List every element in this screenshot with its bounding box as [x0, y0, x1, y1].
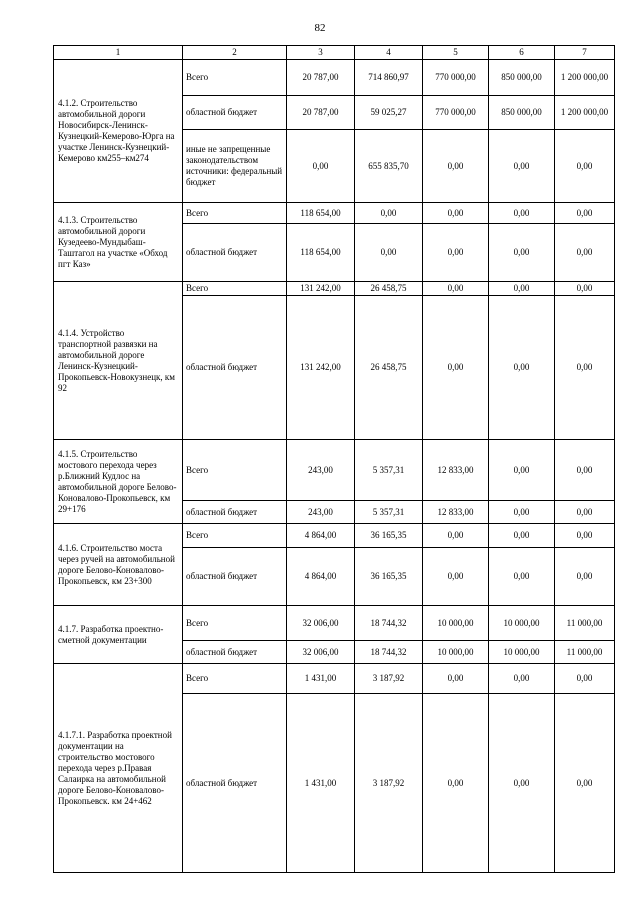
page-number: 82 — [314, 22, 326, 34]
table-row — [54, 440, 615, 501]
amount-cell: 0,00 — [555, 224, 615, 282]
column-header: 3 — [287, 46, 355, 60]
amount-cell: 0,00 — [555, 296, 615, 440]
funding-source: областной бюджет — [183, 694, 287, 873]
table-row — [54, 282, 615, 296]
amount-cell: 0,00 — [423, 296, 489, 440]
amount-cell: 1 431,00 — [287, 694, 355, 873]
amount-cell: 0,00 — [489, 440, 555, 501]
amount-cell: 0,00 — [489, 130, 555, 203]
column-header: 7 — [555, 46, 615, 60]
amount-cell: 1 431,00 — [287, 664, 355, 694]
amount-cell: 0,00 — [489, 224, 555, 282]
amount-cell: 0,00 — [423, 224, 489, 282]
amount-cell: 0,00 — [555, 203, 615, 224]
amount-cell: 0,00 — [555, 548, 615, 606]
amount-cell: 26 458,75 — [355, 296, 423, 440]
measure-name: 4.1.4. Устройство транспортной развязки на автомобильной дороге Ленинск-Кузнецкий-Прокопьевск-Новокузнецк, км 92 — [54, 282, 183, 440]
amount-cell: 0,00 — [489, 548, 555, 606]
budget-table — [53, 45, 615, 873]
amount-cell: 118 654,00 — [287, 203, 355, 224]
table-row — [54, 60, 615, 96]
amount-cell: 0,00 — [489, 664, 555, 694]
amount-cell: 0,00 — [555, 282, 615, 296]
amount-cell: 0,00 — [555, 694, 615, 873]
amount-cell: 131 242,00 — [287, 296, 355, 440]
amount-cell: 0,00 — [423, 694, 489, 873]
amount-cell: 714 860,97 — [355, 60, 423, 96]
amount-cell: 10 000,00 — [489, 641, 555, 664]
column-header: 6 — [489, 46, 555, 60]
amount-cell: 131 242,00 — [287, 282, 355, 296]
funding-source: Всего — [183, 664, 287, 694]
amount-cell: 0,00 — [423, 524, 489, 548]
column-header: 1 — [54, 46, 183, 60]
amount-cell: 12 833,00 — [423, 440, 489, 501]
amount-cell: 243,00 — [287, 501, 355, 524]
amount-cell: 26 458,75 — [355, 282, 423, 296]
funding-source: Всего — [183, 440, 287, 501]
amount-cell: 0,00 — [555, 664, 615, 694]
table-row — [54, 203, 615, 224]
amount-cell: 20 787,00 — [287, 60, 355, 96]
measure-name: 4.1.7. Разработка проектно-сметной документации — [54, 606, 183, 664]
amount-cell: 5 357,31 — [355, 501, 423, 524]
measure-name: 4.1.7.1. Разработка проектной документации на строительство мостового перехода через р.Правая Салаирка на автомобильной дороге Белово-Коновалово-Прокопьевск. км 24+462 — [54, 664, 183, 873]
amount-cell: 5 357,31 — [355, 440, 423, 501]
measure-name: 4.1.5. Строительство мостового перехода через р.Ближний Кудлос на автомобильной дороге Белово-Коновалово-Прокопьевск, км 29+176 — [54, 440, 183, 524]
amount-cell: 1 200 000,00 — [555, 96, 615, 130]
amount-cell: 243,00 — [287, 440, 355, 501]
funding-source: областной бюджет — [183, 296, 287, 440]
amount-cell: 4 864,00 — [287, 524, 355, 548]
amount-cell: 4 864,00 — [287, 548, 355, 606]
amount-cell: 32 006,00 — [287, 606, 355, 641]
column-header: 5 — [423, 46, 489, 60]
funding-source: Всего — [183, 60, 287, 96]
funding-source: иные не запрещенные законодательством источники: федеральный бюджет — [183, 130, 287, 203]
amount-cell: 850 000,00 — [489, 60, 555, 96]
amount-cell: 770 000,00 — [423, 96, 489, 130]
amount-cell: 1 200 000,00 — [555, 60, 615, 96]
column-header: 4 — [355, 46, 423, 60]
funding-source: Всего — [183, 203, 287, 224]
amount-cell: 655 835,70 — [355, 130, 423, 203]
funding-source: Всего — [183, 524, 287, 548]
table-row — [54, 606, 615, 641]
amount-cell: 0,00 — [489, 203, 555, 224]
funding-source: областной бюджет — [183, 548, 287, 606]
amount-cell: 0,00 — [355, 224, 423, 282]
amount-cell: 0,00 — [489, 694, 555, 873]
amount-cell: 18 744,32 — [355, 641, 423, 664]
funding-source: областной бюджет — [183, 501, 287, 524]
amount-cell: 0,00 — [423, 203, 489, 224]
amount-cell: 59 025,27 — [355, 96, 423, 130]
measure-name: 4.1.3. Строительство автомобильной дороги Кузедеево-Мундыбаш-Таштагол на участке «Обход пгт Каз» — [54, 203, 183, 282]
amount-cell: 10 000,00 — [423, 641, 489, 664]
amount-cell: 3 187,92 — [355, 694, 423, 873]
amount-cell: 0,00 — [423, 664, 489, 694]
measure-name: 4.1.2. Строительство автомобильной дороги Новосибирск-Ленинск-Кузнецкий-Кемерово-Юрга на участке Ленинск-Кузнецкий-Кемерово км255–км274 — [54, 60, 183, 203]
amount-cell: 0,00 — [489, 282, 555, 296]
amount-cell: 0,00 — [355, 203, 423, 224]
column-header: 2 — [183, 46, 287, 60]
amount-cell: 0,00 — [423, 282, 489, 296]
amount-cell: 0,00 — [555, 440, 615, 501]
amount-cell: 36 165,35 — [355, 524, 423, 548]
amount-cell: 11 000,00 — [555, 641, 615, 664]
amount-cell: 0,00 — [489, 501, 555, 524]
funding-source: областной бюджет — [183, 641, 287, 664]
amount-cell: 10 000,00 — [423, 606, 489, 641]
funding-source: Всего — [183, 606, 287, 641]
amount-cell: 10 000,00 — [489, 606, 555, 641]
amount-cell: 20 787,00 — [287, 96, 355, 130]
amount-cell: 0,00 — [489, 524, 555, 548]
amount-cell: 0,00 — [423, 130, 489, 203]
table-row — [54, 664, 615, 694]
amount-cell: 850 000,00 — [489, 96, 555, 130]
table-row — [54, 524, 615, 548]
measure-name: 4.1.6. Строительство моста через ручей на автомобильной дороге Белово-Коновалово-Прокопьевск, км 23+300 — [54, 524, 183, 606]
amount-cell: 0,00 — [555, 524, 615, 548]
funding-source: областной бюджет — [183, 224, 287, 282]
amount-cell: 770 000,00 — [423, 60, 489, 96]
amount-cell: 32 006,00 — [287, 641, 355, 664]
amount-cell: 0,00 — [287, 130, 355, 203]
amount-cell: 118 654,00 — [287, 224, 355, 282]
amount-cell: 12 833,00 — [423, 501, 489, 524]
amount-cell: 0,00 — [423, 548, 489, 606]
amount-cell: 11 000,00 — [555, 606, 615, 641]
amount-cell: 18 744,32 — [355, 606, 423, 641]
amount-cell: 0,00 — [555, 501, 615, 524]
amount-cell: 36 165,35 — [355, 548, 423, 606]
amount-cell: 0,00 — [555, 130, 615, 203]
amount-cell: 0,00 — [489, 296, 555, 440]
funding-source: Всего — [183, 282, 287, 296]
funding-source: областной бюджет — [183, 96, 287, 130]
amount-cell: 3 187,92 — [355, 664, 423, 694]
header-row — [54, 46, 615, 60]
